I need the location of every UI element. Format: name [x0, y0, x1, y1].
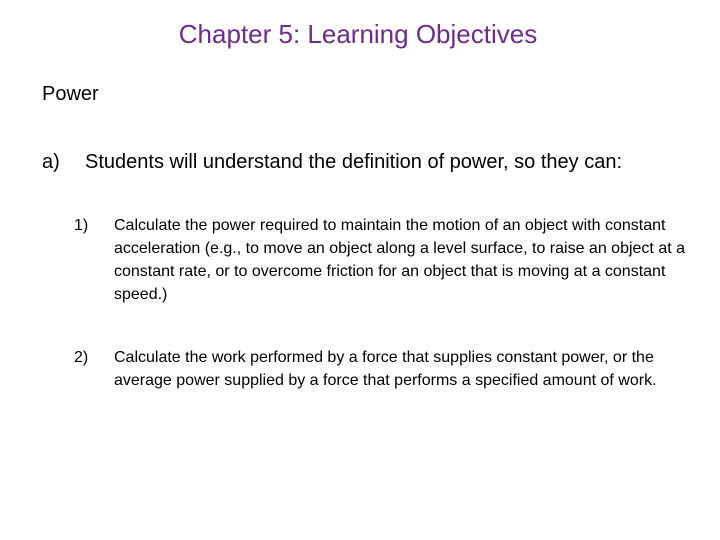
objective-text: Students will understand the definition of power, so they can: [85, 151, 623, 173]
sub-objective-marker: 2) [74, 349, 89, 366]
sub-objective-text: Calculate the work performed by a force that supplies constant power, or the average power supplied by a force that performs a specified amount of work. [114, 349, 657, 389]
objective-marker: a) [42, 151, 60, 173]
section-heading: Power [42, 83, 99, 105]
sub-objective-text: Calculate the power required to maintain the motion of an object with constant acceleration (e.g., to move an object along a level surface, to raise an object at a constant rate, or to overcome friction for an object that is moving at a constant speed.) [114, 217, 685, 303]
sub-objective-marker: 1) [74, 217, 89, 234]
slide-title: Chapter 5: Learning Objectives [178, 19, 538, 49]
